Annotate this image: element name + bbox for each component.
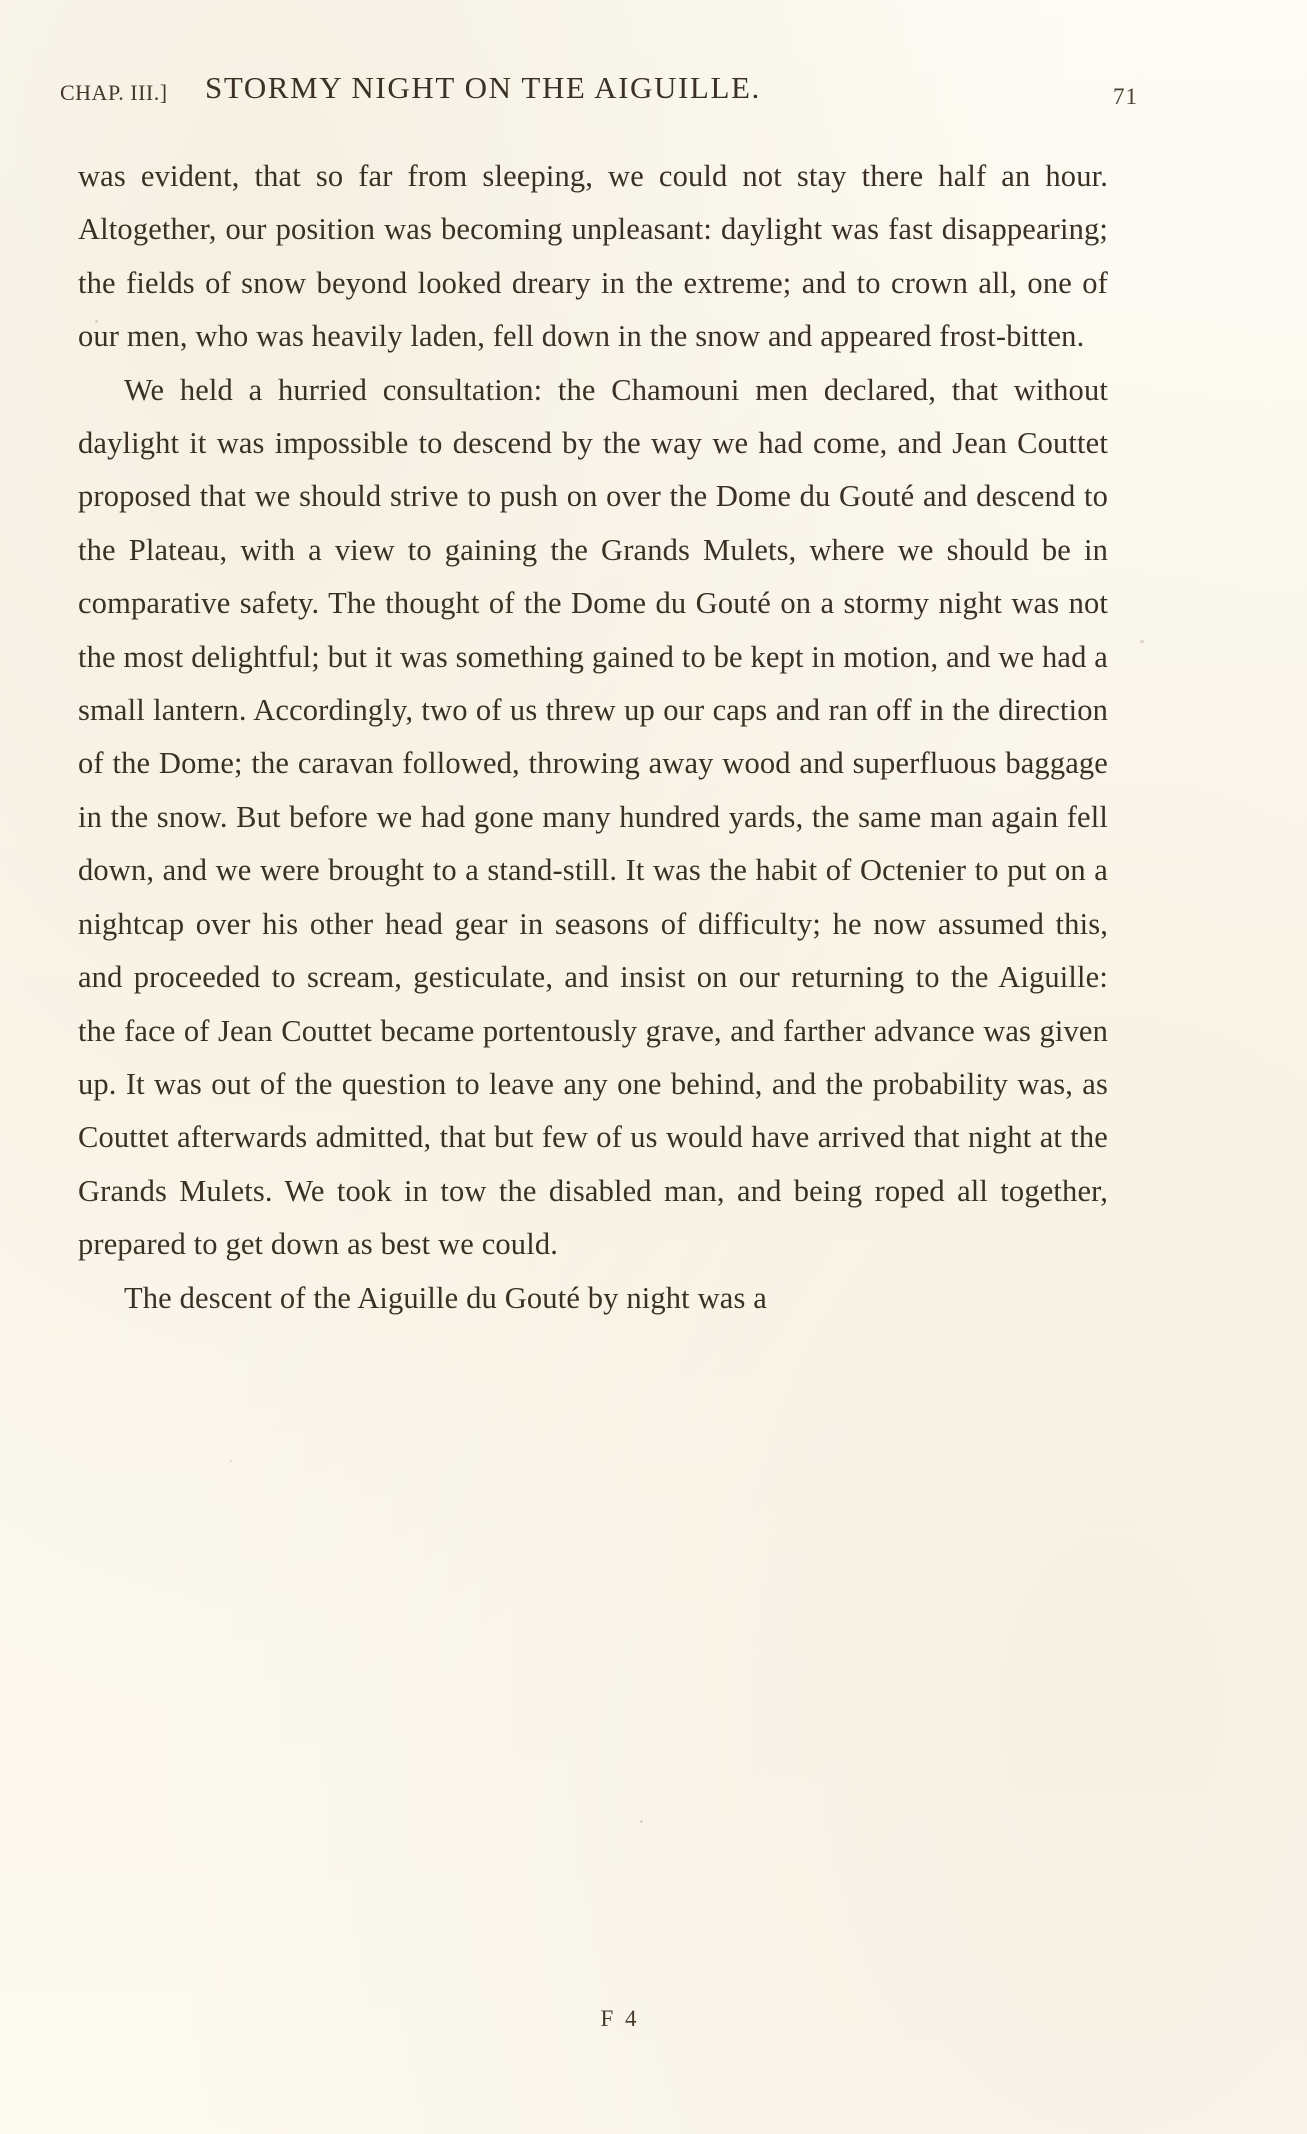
chapter-label: CHAP. III.]: [60, 80, 168, 105]
paragraph-3: The descent of the Aiguille du Gouté by night was a: [124, 1280, 767, 1315]
paragraph-1: was evident, that so far from sleeping, we could not stay there half an hour. Altogether, our position was becoming unpleasant: daylight was fast disappearing; the fields of snow beyond looked dreary in the extreme; and to crown all, one of our men, who was heavily laden, fell down in the snow and appeared frost-bitten.: [78, 159, 1108, 354]
printed-page: [60, 58, 1180, 2068]
page-number: 71: [1113, 84, 1138, 109]
signature-mark: F 4: [600, 2006, 640, 2031]
running-head: [60, 58, 1180, 128]
body-text: [78, 150, 1108, 1325]
paragraph-2: We held a hurried consultation: the Chamouni men declared, that without daylight it was impossible to descend by the way we had come, and Jean Couttet proposed that we should strive to push on over the Dome du Gouté and descend to the Plateau, with a view to gaining the Grands Mulets, where we should be in comparative safety. The thought of the Dome du Gouté on a stormy night was not the most delightful; but it was something gained to be kept in motion, and we had a small lantern. Accordingly, two of us threw up our caps and ran off in the direction of the Dome; the caravan followed, throwing away wood and superfluous baggage in the snow. But before we had gone many hundred yards, the same man again fell down, and we were brought to a stand-still. It was the habit of Octenier to put on a nightcap over his other head gear in seasons of difficulty; he now assumed this, and proceeded to scream, gesticulate, and insist on our returning to the Aiguille: the face of Jean Couttet became portentously grave, and farther advance was given up. It was out of the question to leave any one behind, and the probability was, as Couttet afterwards admitted, that but few of us would have arrived that night at the Grands Mulets. We took in tow the disabled man, and being roped all together, prepared to get down as best we could.: [78, 372, 1108, 1262]
running-title: STORMY NIGHT ON THE AIGUILLE.: [205, 70, 761, 105]
